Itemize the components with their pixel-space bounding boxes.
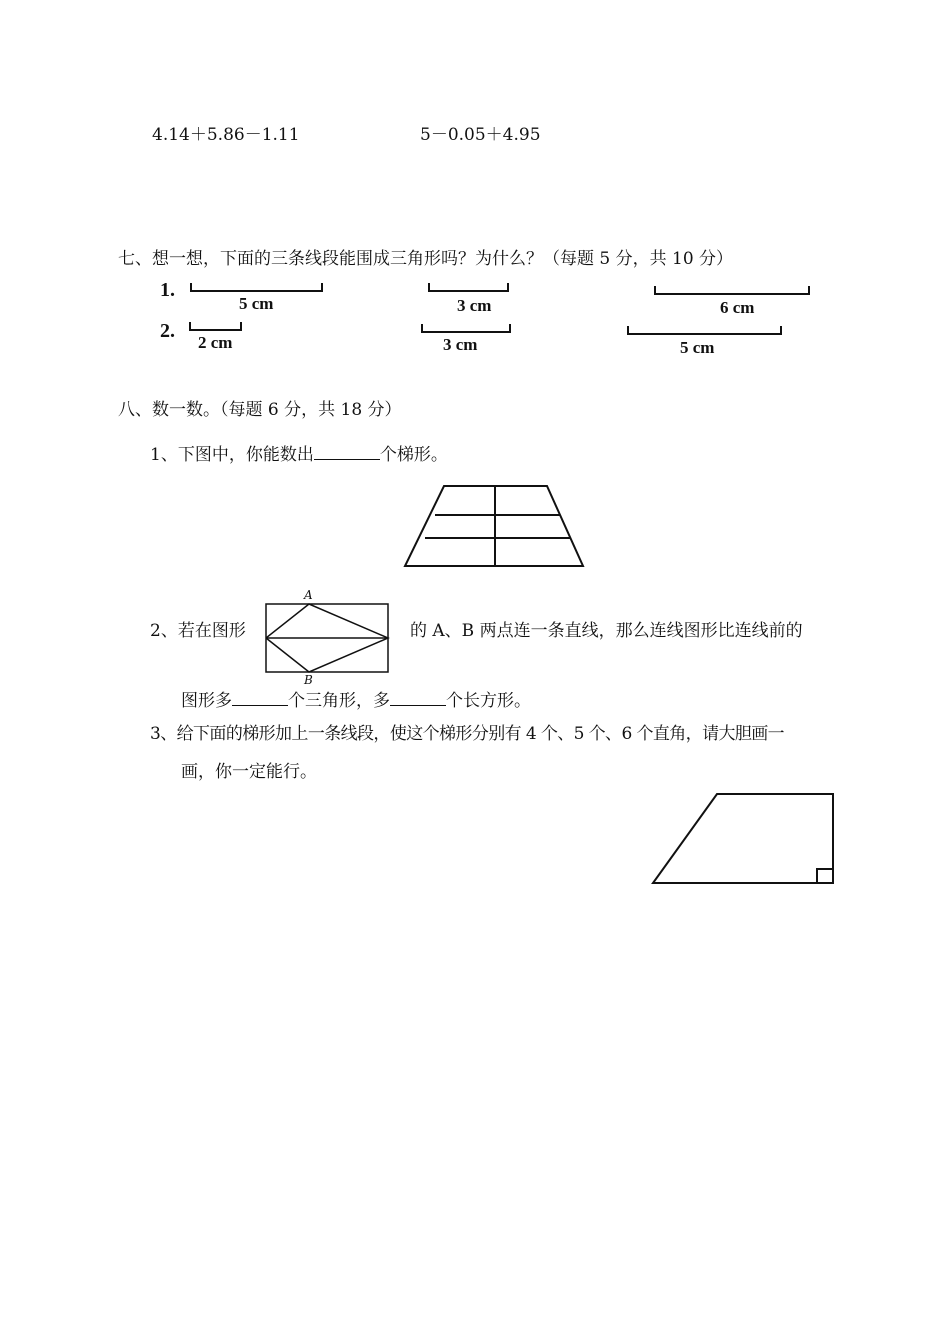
row-2-segment-1-label: 2 cm	[198, 333, 233, 352]
expression-2: 5－0.05＋4.95	[420, 125, 541, 145]
question-3-line-2: 画，你一定能行。	[181, 762, 317, 782]
question-2-before: 2、若在图形	[150, 621, 246, 641]
question-1-text: 1、下图中，你能数出	[150, 445, 314, 465]
expression-1: 4.14＋5.86－1.11	[152, 125, 300, 145]
row-2-segment-2-label: 3 cm	[443, 335, 478, 354]
question-3-line-1: 3、给下面的梯形加上一条线段，使这个梯形分别有 4 个、5 个、6 个直角，请大胆画一	[150, 724, 785, 744]
right-angle-mark	[817, 869, 833, 883]
question-2-text-a: 图形多	[181, 691, 232, 711]
row-1-segment-2-label: 3 cm	[457, 296, 492, 315]
question-2-after: 的 A、B 两点连一条直线，那么连线图形比连线前的	[410, 621, 803, 641]
point-a-label: A	[304, 588, 313, 602]
question-2-text-c: 个长方形。	[446, 691, 531, 711]
point-b-label: B	[304, 673, 313, 687]
row-1-number: 1.	[160, 279, 175, 301]
section-8-heading: 八、数一数。（每题 6 分，共 18 分）	[118, 400, 402, 420]
row-2-segment-3-label: 5 cm	[680, 338, 715, 357]
section-7-heading: 七、想一想，下面的三条线段能围成三角形吗？为什么？（每题 5 分，共 10 分）	[118, 249, 734, 269]
row-1-segment-3-label: 6 cm	[720, 298, 755, 317]
question-1-suffix: 个梯形。	[379, 445, 448, 465]
question-2-text-b: 个三角形，多	[288, 691, 390, 711]
row-2-number: 2.	[160, 320, 175, 342]
row-1-segment-1-label: 5 cm	[239, 294, 274, 313]
